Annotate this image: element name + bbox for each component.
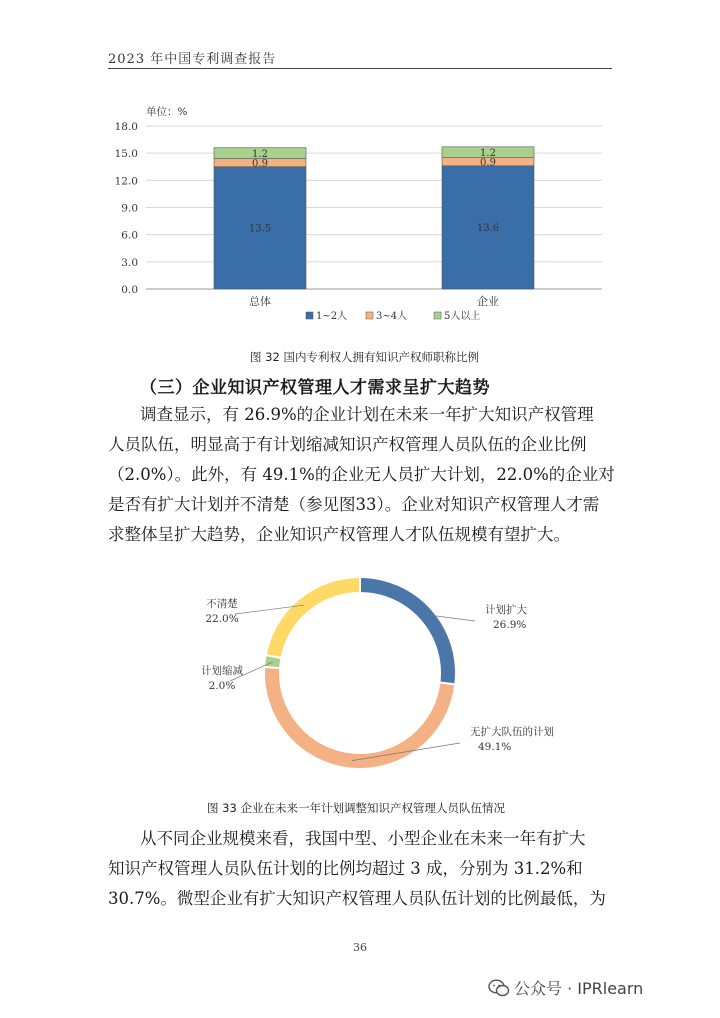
header-rule	[108, 68, 612, 69]
legend-swatch	[306, 312, 313, 319]
legend-swatch	[434, 312, 441, 319]
slice-value-label: 22.0%	[205, 613, 239, 625]
para1-line: （2.0%）。此外，有 49.1%的企业无人员扩大计划，22.0%的企业对	[108, 465, 615, 484]
paragraph-2	[108, 824, 606, 914]
slice-name-label: 计划缩减	[201, 665, 243, 677]
legend-label: 5人以上	[444, 311, 481, 322]
unit-label: 单位：%	[146, 106, 188, 118]
x-tick-label: 企业	[477, 295, 499, 308]
y-tick-label: 15.0	[114, 148, 138, 161]
slice-name-label: 计划扩大	[485, 604, 527, 616]
y-tick-label: 0.0	[121, 284, 138, 296]
figure33-caption: 图 33 企业在未来一年计划调整知识产权管理人员队伍情况	[207, 801, 505, 815]
para2-line: 从不同企业规模来看，我国中型、小型企业在未来一年有扩大	[140, 829, 586, 848]
y-tick-label: 3.0	[121, 256, 138, 269]
para1-line: 人员队伍，明显高于有计划缩减知识产权管理人员队伍的企业比例	[108, 435, 587, 454]
slice-name-label: 不清楚	[206, 598, 238, 610]
para2-line: 30.7%。微型企业有扩大知识产权管理人员队伍计划的比例最低，为	[108, 889, 606, 908]
y-axis-ticks	[115, 121, 138, 296]
y-tick-label: 12.0	[114, 175, 138, 188]
para1-line: 是否有扩大计划并不清楚（参见图33）。企业对知识产权管理人才需	[108, 495, 600, 514]
slice-value-label: 2.0%	[208, 680, 236, 692]
data-label: 0.9	[480, 157, 496, 169]
legend-label: 3~4人	[376, 311, 408, 322]
figure33-chart	[170, 565, 590, 785]
y-tick-label: 9.0	[121, 202, 138, 215]
paragraph-1	[108, 400, 615, 550]
para1-line: 调查显示，有 26.9%的企业计划在未来一年扩大知识产权管理	[140, 405, 594, 424]
chart-bars	[214, 147, 534, 289]
donut-slices	[264, 577, 456, 769]
data-label: 13.6	[476, 223, 500, 235]
donut-slice	[360, 577, 456, 684]
figure32-caption: 图 32 国内专利权人拥有知识产权师职称比例	[250, 350, 479, 364]
running-header: 2023 年中国专利调查报告	[108, 52, 277, 67]
watermark-text: 公众号 · IPRlearn	[514, 979, 644, 998]
para2-line: 知识产权管理人员队伍计划的比例均超过 3 成，分别为 31.2%和	[108, 859, 583, 878]
donut-slice	[264, 667, 455, 769]
para1-line: 求整体呈扩大趋势，企业知识产权管理人才队伍规模有望扩大。	[108, 525, 570, 544]
slice-value-label: 26.9%	[493, 619, 527, 631]
chart-legend	[306, 309, 480, 322]
data-label: 13.5	[248, 223, 272, 235]
slice-name-label: 无扩大队伍的计划	[470, 726, 554, 738]
data-label: 0.9	[252, 158, 268, 170]
donut-labels	[201, 597, 554, 761]
y-tick-label: 18.0	[114, 121, 138, 133]
x-axis-ticks	[249, 294, 499, 308]
data-label: 1.2	[480, 148, 496, 160]
wechat-icon	[488, 979, 510, 997]
slice-value-label: 49.1%	[478, 741, 512, 753]
legend-label: 1~2人	[316, 311, 348, 322]
x-tick-label: 总体	[249, 295, 271, 308]
page-number: 36	[353, 941, 367, 954]
legend-swatch	[366, 312, 373, 319]
section-heading: （三）企业知识产权管理人才需求呈扩大趋势	[140, 378, 490, 398]
wechat-watermark	[488, 976, 643, 999]
donut-slice	[266, 577, 360, 658]
y-tick-label: 6.0	[121, 229, 138, 242]
figure32-chart	[108, 96, 618, 331]
data-label: 1.2	[252, 148, 268, 160]
